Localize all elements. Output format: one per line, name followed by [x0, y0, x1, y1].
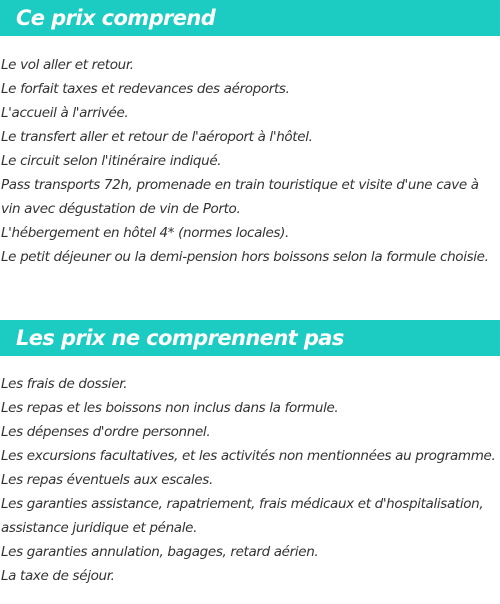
included-list	[0, 53, 500, 269]
excluded-item: Les garanties assistance, rapatriement, frais médicaux et d'hospitalisation, assistance juridique et pénale.	[1, 496, 484, 536]
excluded-section	[0, 320, 500, 588]
included-item: Le transfert aller et retour de l'aéroport à l'hôtel.	[1, 129, 313, 145]
included-header	[0, 0, 500, 36]
excluded-item: Les repas et les boissons non inclus dans la formule.	[1, 400, 339, 416]
excluded-item: La taxe de séjour.	[1, 568, 115, 584]
included-item: Le vol aller et retour.	[1, 57, 134, 73]
excluded-item: Les dépenses d'ordre personnel.	[1, 424, 211, 440]
excluded-item: Les garanties annulation, bagages, retard aérien.	[1, 544, 319, 560]
excluded-list	[0, 372, 500, 588]
included-item: Le petit déjeuner ou la demi-pension hors boissons selon la formule choisie.	[1, 249, 489, 265]
included-item: Le forfait taxes et redevances des aéroports.	[1, 81, 290, 97]
excluded-item: Les excursions facultatives, et les activités non mentionnées au programme.	[1, 448, 496, 464]
included-section	[0, 0, 500, 269]
included-item: Le circuit selon l'itinéraire indiqué.	[1, 153, 222, 169]
included-item: L'accueil à l'arrivée.	[1, 105, 129, 121]
included-item: L'hébergement en hôtel 4* (normes locales).	[1, 225, 289, 241]
excluded-header	[0, 320, 500, 356]
included-item: Pass transports 72h, promenade en train touristique et visite d'une cave à vin avec dégustation de vin de Porto.	[1, 177, 479, 217]
excluded-item: Les repas éventuels aux escales.	[1, 472, 213, 488]
excluded-item: Les frais de dossier.	[1, 376, 128, 392]
included-title: Ce prix comprend	[16, 6, 216, 30]
excluded-title: Les prix ne comprennent pas	[16, 326, 344, 350]
